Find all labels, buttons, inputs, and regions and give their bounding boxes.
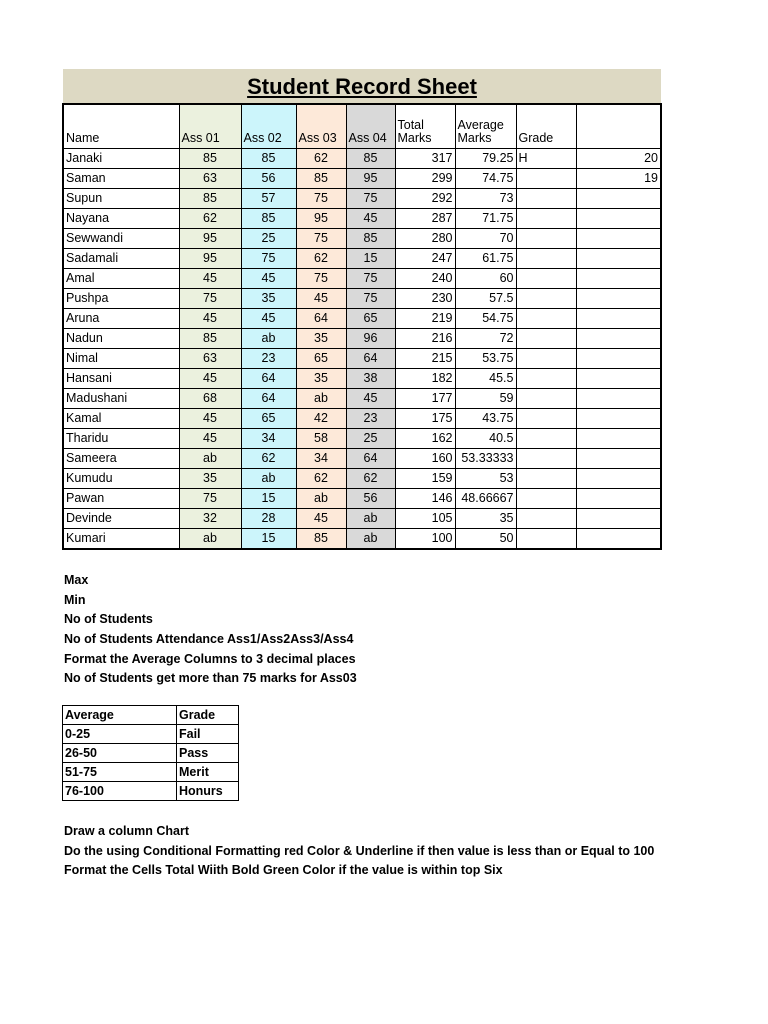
cell-ass02[interactable]: 25 [241, 229, 296, 249]
cell-ass03[interactable]: 62 [296, 149, 346, 169]
instruction-line: No of Students get more than 75 marks for Ass03 [64, 671, 357, 686]
header-ass02[interactable]: Ass 02 [241, 104, 296, 149]
cell-ass04[interactable]: ab [346, 529, 395, 550]
cell-ass02[interactable]: 45 [241, 269, 296, 289]
cell-ass02[interactable]: 35 [241, 289, 296, 309]
cell-ass04[interactable]: 38 [346, 369, 395, 389]
cell-ass02[interactable]: ab [241, 469, 296, 489]
cell-ass03[interactable]: 65 [296, 349, 346, 369]
cell-extra[interactable] [576, 189, 661, 209]
cell-ass04[interactable]: 75 [346, 189, 395, 209]
cell-ass01[interactable]: 68 [179, 389, 241, 409]
sheet-title: Student Record Sheet [247, 74, 477, 99]
cell-name[interactable]: Devinde [63, 509, 179, 529]
cell-name[interactable]: Madushani [63, 389, 179, 409]
cell-extra[interactable] [576, 409, 661, 429]
cell-total[interactable]: 162 [395, 429, 455, 449]
instruction-line: No of Students Attendance Ass1/Ass2Ass3/Ass4 [64, 632, 354, 647]
cell-ass01[interactable]: 32 [179, 509, 241, 529]
table-row [63, 409, 661, 429]
cell-grade[interactable] [516, 309, 576, 329]
cell-average[interactable]: 61.75 [455, 249, 516, 269]
cell-ass02[interactable]: 34 [241, 429, 296, 449]
grade-row [63, 725, 239, 744]
cell-grade[interactable] [516, 469, 576, 489]
header-ass04[interactable]: Ass 04 [346, 104, 395, 149]
cell-name[interactable]: Janaki [63, 149, 179, 169]
cell-ass01[interactable]: 45 [179, 309, 241, 329]
cell-ass04[interactable]: 85 [346, 149, 395, 169]
cell-ass01[interactable]: 35 [179, 469, 241, 489]
cell-ass02[interactable]: 15 [241, 489, 296, 509]
cell-total[interactable]: 160 [395, 449, 455, 469]
cell-grade[interactable] [516, 269, 576, 289]
cell-name[interactable]: Saman [63, 169, 179, 189]
cell-ass01[interactable]: 85 [179, 329, 241, 349]
cell-name[interactable]: Pushpa [63, 289, 179, 309]
cell-name[interactable]: Amal [63, 269, 179, 289]
cell-ass03[interactable]: 85 [296, 529, 346, 550]
grade-row [63, 763, 239, 782]
cell-average[interactable]: 53 [455, 469, 516, 489]
table-row [63, 509, 661, 529]
cell-ass02[interactable]: 28 [241, 509, 296, 529]
instruction-line: Max [64, 573, 89, 587]
table-row [63, 369, 661, 389]
grade-scale-table [62, 705, 239, 801]
table-row [63, 489, 661, 509]
cell-ass03[interactable]: 35 [296, 329, 346, 349]
cell-grade[interactable] [516, 329, 576, 349]
cell-total[interactable]: 177 [395, 389, 455, 409]
cell-total[interactable]: 317 [395, 149, 455, 169]
instruction-line: Draw a column Chart [64, 824, 190, 838]
cell-name[interactable]: Hansani [63, 369, 179, 389]
table-row [63, 389, 661, 409]
table-row [63, 449, 661, 469]
cell-ass01[interactable]: 95 [179, 249, 241, 269]
grade-row [63, 744, 239, 763]
cell-extra[interactable] [576, 209, 661, 229]
cell-total[interactable]: 105 [395, 509, 455, 529]
instruction-line: No of Students [64, 612, 153, 627]
cell-extra[interactable] [576, 389, 661, 409]
grade-table-header [63, 706, 239, 725]
header-ass01[interactable]: Ass 01 [179, 104, 241, 149]
cell-extra[interactable] [576, 449, 661, 469]
cell-average[interactable]: 48.66667 [455, 489, 516, 509]
cell-name[interactable]: Nadun [63, 329, 179, 349]
table-row [63, 429, 661, 449]
cell-ass04[interactable]: 85 [346, 229, 395, 249]
cell-ass04[interactable]: 45 [346, 209, 395, 229]
cell-grade[interactable] [516, 169, 576, 189]
cell-ass04[interactable]: 65 [346, 309, 395, 329]
header-total-marks[interactable]: Total Marks [395, 104, 455, 149]
cell-extra[interactable] [576, 509, 661, 529]
grade-range[interactable]: 76-100 [63, 782, 177, 801]
cell-ass02[interactable]: 62 [241, 449, 296, 469]
cell-name[interactable]: Nayana [63, 209, 179, 229]
grade-row [63, 782, 239, 801]
cell-ass02[interactable]: 56 [241, 169, 296, 189]
table-row [63, 249, 661, 269]
cell-name[interactable]: Kumari [63, 529, 179, 550]
grade-label[interactable]: Honurs [177, 782, 239, 801]
cell-grade[interactable] [516, 289, 576, 309]
cell-extra[interactable] [576, 349, 661, 369]
cell-ass03[interactable]: ab [296, 489, 346, 509]
cell-ass04[interactable]: 62 [346, 469, 395, 489]
grade-header-grade[interactable]: Grade [177, 706, 239, 725]
cell-ass03[interactable]: 75 [296, 269, 346, 289]
cell-total[interactable]: 146 [395, 489, 455, 509]
cell-ass01[interactable]: 45 [179, 269, 241, 289]
cell-name[interactable]: Pawan [63, 489, 179, 509]
cell-ass03[interactable]: 34 [296, 449, 346, 469]
cell-ass03[interactable]: 75 [296, 189, 346, 209]
table-row [63, 229, 661, 249]
cell-ass01[interactable]: 85 [179, 189, 241, 209]
cell-extra[interactable] [576, 309, 661, 329]
cell-ass03[interactable]: 62 [296, 469, 346, 489]
cell-ass04[interactable]: 96 [346, 329, 395, 349]
cell-extra[interactable] [576, 469, 661, 489]
cell-ass02[interactable]: 45 [241, 309, 296, 329]
table-row [63, 289, 661, 309]
cell-ass02[interactable]: 23 [241, 349, 296, 369]
cell-ass02[interactable]: 85 [241, 149, 296, 169]
cell-ass04[interactable]: 15 [346, 249, 395, 269]
grade-label[interactable]: Fail [177, 725, 239, 744]
cell-extra[interactable] [576, 229, 661, 249]
cell-ass02[interactable]: 64 [241, 369, 296, 389]
cell-grade[interactable] [516, 349, 576, 369]
cell-name[interactable]: Nimal [63, 349, 179, 369]
table-row [63, 169, 661, 189]
cell-total[interactable]: 159 [395, 469, 455, 489]
table-row [63, 189, 661, 209]
cell-ass04[interactable]: 95 [346, 169, 395, 189]
cell-name[interactable]: Sewwandi [63, 229, 179, 249]
cell-grade[interactable] [516, 249, 576, 269]
cell-average[interactable]: 43.75 [455, 409, 516, 429]
student-record-table [62, 103, 662, 550]
cell-ass02[interactable]: 15 [241, 529, 296, 550]
cell-ass01[interactable]: 85 [179, 149, 241, 169]
instruction-line: Min [64, 592, 86, 607]
cell-average[interactable]: 60 [455, 269, 516, 289]
cell-ass03[interactable]: 45 [296, 509, 346, 529]
title-bar [63, 69, 661, 103]
cell-extra[interactable] [576, 489, 661, 509]
cell-average[interactable]: 74.75 [455, 169, 516, 189]
cell-ass03[interactable]: 85 [296, 169, 346, 189]
cell-ass04[interactable]: 56 [346, 489, 395, 509]
cell-ass01[interactable]: ab [179, 529, 241, 550]
cell-ass01[interactable]: ab [179, 449, 241, 469]
cell-average[interactable]: 54.75 [455, 309, 516, 329]
cell-total[interactable]: 292 [395, 189, 455, 209]
cell-ass01[interactable]: 75 [179, 489, 241, 509]
table-row [63, 209, 661, 229]
grade-range[interactable]: 0-25 [63, 725, 177, 744]
instructions-top [64, 571, 357, 689]
cell-total[interactable]: 100 [395, 529, 455, 550]
cell-grade[interactable] [516, 389, 576, 409]
cell-ass02[interactable]: 65 [241, 409, 296, 429]
cell-average[interactable]: 50 [455, 529, 516, 550]
cell-grade[interactable] [516, 189, 576, 209]
cell-total[interactable]: 230 [395, 289, 455, 309]
cell-name[interactable]: Sameera [63, 449, 179, 469]
cell-name[interactable]: Supun [63, 189, 179, 209]
grade-label[interactable]: Pass [177, 744, 239, 763]
cell-ass01[interactable]: 63 [179, 349, 241, 369]
cell-ass02[interactable]: 64 [241, 389, 296, 409]
cell-extra[interactable]: 19 [576, 169, 661, 189]
cell-name[interactable]: Sadamali [63, 249, 179, 269]
cell-total[interactable]: 216 [395, 329, 455, 349]
cell-average[interactable]: 45.5 [455, 369, 516, 389]
cell-ass01[interactable]: 62 [179, 209, 241, 229]
cell-ass03[interactable]: 95 [296, 209, 346, 229]
table-header-row [63, 104, 661, 149]
cell-grade[interactable] [516, 529, 576, 550]
cell-ass03[interactable]: 64 [296, 309, 346, 329]
instruction-line: Format the Average Columns to 3 decimal places [64, 651, 356, 666]
cell-total[interactable]: 215 [395, 349, 455, 369]
grade-header-average[interactable]: Average [63, 706, 177, 725]
header-average-marks[interactable]: Average Marks [455, 104, 516, 149]
cell-ass03[interactable]: 75 [296, 229, 346, 249]
cell-ass04[interactable]: 23 [346, 409, 395, 429]
cell-average[interactable]: 71.75 [455, 209, 516, 229]
cell-ass04[interactable]: 75 [346, 289, 395, 309]
table-row [63, 269, 661, 289]
table-row [63, 149, 661, 169]
cell-name[interactable]: Kumudu [63, 469, 179, 489]
cell-ass03[interactable]: 42 [296, 409, 346, 429]
header-grade[interactable]: Grade [516, 104, 576, 149]
cell-ass01[interactable]: 95 [179, 229, 241, 249]
cell-ass04[interactable]: 45 [346, 389, 395, 409]
cell-ass04[interactable]: 64 [346, 349, 395, 369]
cell-ass03[interactable]: ab [296, 389, 346, 409]
cell-ass03[interactable]: 45 [296, 289, 346, 309]
grade-range[interactable]: 51-75 [63, 763, 177, 782]
cell-ass01[interactable]: 45 [179, 369, 241, 389]
cell-ass04[interactable]: ab [346, 509, 395, 529]
cell-average[interactable]: 70 [455, 229, 516, 249]
table-row [63, 309, 661, 329]
cell-name[interactable]: Tharidu [63, 429, 179, 449]
cell-ass01[interactable]: 45 [179, 429, 241, 449]
cell-total[interactable]: 175 [395, 409, 455, 429]
instructions-bottom [64, 822, 654, 881]
cell-ass03[interactable]: 62 [296, 249, 346, 269]
cell-extra[interactable] [576, 529, 661, 550]
cell-total[interactable]: 240 [395, 269, 455, 289]
cell-extra[interactable] [576, 249, 661, 269]
instruction-line: Do the using Conditional Formatting red Color & Underline if then value is less than or Equal to 100 [64, 843, 655, 858]
cell-total[interactable]: 287 [395, 209, 455, 229]
cell-ass03[interactable]: 58 [296, 429, 346, 449]
cell-grade[interactable] [516, 509, 576, 529]
cell-average[interactable]: 59 [455, 389, 516, 409]
cell-ass02[interactable]: 85 [241, 209, 296, 229]
table-row [63, 529, 661, 550]
instruction-line: Format the Cells Total Wiith Bold Green Color if the value is within top Six [64, 863, 503, 878]
cell-extra[interactable] [576, 289, 661, 309]
cell-total[interactable]: 299 [395, 169, 455, 189]
cell-total[interactable]: 182 [395, 369, 455, 389]
cell-average[interactable]: 72 [455, 329, 516, 349]
cell-ass02[interactable]: 57 [241, 189, 296, 209]
grade-label[interactable]: Merit [177, 763, 239, 782]
cell-total[interactable]: 219 [395, 309, 455, 329]
cell-ass01[interactable]: 63 [179, 169, 241, 189]
cell-extra[interactable] [576, 269, 661, 289]
header-name[interactable]: Name [63, 104, 179, 149]
cell-grade[interactable] [516, 449, 576, 469]
table-row [63, 469, 661, 489]
grade-range[interactable]: 26-50 [63, 744, 177, 763]
cell-average[interactable]: 53.33333 [455, 449, 516, 469]
cell-ass04[interactable]: 25 [346, 429, 395, 449]
cell-ass01[interactable]: 75 [179, 289, 241, 309]
cell-extra[interactable] [576, 429, 661, 449]
cell-ass04[interactable]: 64 [346, 449, 395, 469]
header-ass03[interactable]: Ass 03 [296, 104, 346, 149]
cell-average[interactable]: 57.5 [455, 289, 516, 309]
cell-ass01[interactable]: 45 [179, 409, 241, 429]
cell-grade[interactable] [516, 209, 576, 229]
cell-name[interactable]: Aruna [63, 309, 179, 329]
header-blank[interactable] [576, 104, 661, 149]
cell-grade[interactable] [516, 229, 576, 249]
cell-extra[interactable] [576, 369, 661, 389]
cell-ass04[interactable]: 75 [346, 269, 395, 289]
cell-grade[interactable]: H [516, 149, 576, 169]
cell-grade[interactable] [516, 489, 576, 509]
cell-grade[interactable] [516, 369, 576, 389]
cell-extra[interactable]: 20 [576, 149, 661, 169]
cell-ass02[interactable]: ab [241, 329, 296, 349]
cell-name[interactable]: Kamal [63, 409, 179, 429]
cell-extra[interactable] [576, 329, 661, 349]
table-row [63, 349, 661, 369]
cell-ass03[interactable]: 35 [296, 369, 346, 389]
cell-average[interactable]: 35 [455, 509, 516, 529]
cell-ass02[interactable]: 75 [241, 249, 296, 269]
cell-average[interactable]: 73 [455, 189, 516, 209]
cell-grade[interactable] [516, 429, 576, 449]
cell-average[interactable]: 79.25 [455, 149, 516, 169]
cell-average[interactable]: 40.5 [455, 429, 516, 449]
cell-average[interactable]: 53.75 [455, 349, 516, 369]
cell-total[interactable]: 247 [395, 249, 455, 269]
cell-grade[interactable] [516, 409, 576, 429]
table-row [63, 329, 661, 349]
cell-total[interactable]: 280 [395, 229, 455, 249]
